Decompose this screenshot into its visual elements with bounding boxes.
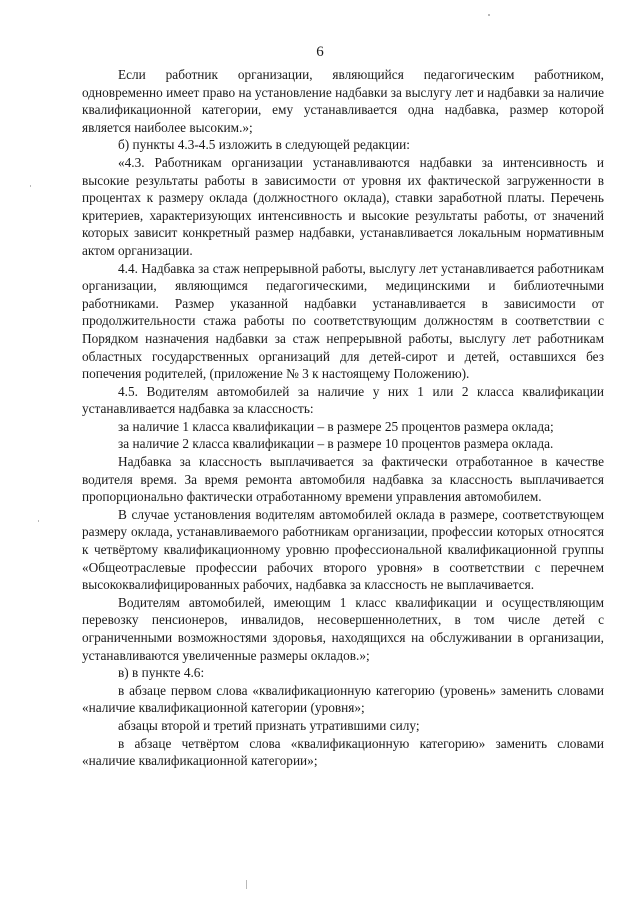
scan-speck-left xyxy=(30,185,31,187)
paragraph-fourth-abzac: в абзаце четвёртом слова «квалификационную категорию» заменить словами «наличие квалификационной категории»; xyxy=(82,735,604,769)
paragraph-4-3: «4.3. Работникам организации устанавливаются надбавки за интенсивность и высокие результаты работы в зависимости от уровня их фактической загруженности в процентах к размеру оклада (должностного оклада), ставки заработной платы. Перечень критериев, характеризующих интенсивность и высокие результаты работы, от значений которых зависит конкретный размер надбавки, устанавливается локальным нормативным актом организации. xyxy=(82,154,604,258)
paragraph-4-5: 4.5. Водителям автомобилей за наличие у них 1 или 2 класса квалификации устанавливается надбавка за классность: xyxy=(82,383,604,417)
paragraph-4-4: 4.4. Надбавка за стаж непрерывной работы, выслугу лет устанавливается работникам организации, являющимся педагогическими, медицинскими и библиотечными работниками. Размер указанной надбавки устанавливается в зависимости от продолжительности стажа работы по соответствующим должностям в соответствии с Порядком назначения надбавки за стаж непрерывной работы, выслугу лет работникам областных государственных организаций для детей-сирот и детей, оставшихся без попечения родителей, (приложение № 3 к настоящему Положению). xyxy=(82,260,604,382)
document-body xyxy=(82,66,604,770)
page-number: 6 xyxy=(316,44,324,60)
scan-tick-bottom xyxy=(246,880,247,889)
paragraph-teacher-allowance: Если работник организации, являющийся педагогическим работником, одновременно имеет право на установление надбавки за выслугу лет и надбавки за наличие квалификационной категории, ему устанавливается одна надбавка, размер которой является наиболее высоким.»; xyxy=(82,67,604,135)
paragraph-first-abzac: в абзаце первом слова «квалификационную категорию (уровень» заменить словами «наличие квалификационной категории (уровня»; xyxy=(82,682,604,716)
scan-speck-left-low xyxy=(38,520,39,522)
paragraph-drivers-increased: Водителям автомобилей, имеющим 1 класс квалификации и осуществляющим перевозку пенсионеров, инвалидов, несовершеннолетних, в том числе детей с ограниченными возможностями здоровья, находящихся на обслуживании в организации, устанавливаются увеличенные размеры окладов.»; xyxy=(82,594,604,663)
paragraph-item-b: б) пункты 4.3-4.5 изложить в следующей редакции: xyxy=(118,137,410,153)
paragraph-class-payment: Надбавка за классность выплачивается за фактически отработанное в качестве водителя время. За время ремонта автомобиля надбавка за классность выплачивается пропорционально фактически отработанному времени управления автомобилем. xyxy=(82,454,604,505)
paragraph-second-third-abzac: абзацы второй и третий признать утратившими силу; xyxy=(118,717,420,733)
scan-speck-top-right xyxy=(488,14,490,16)
paragraph-class-1: за наличие 1 класса квалификации – в размере 25 процентов размера оклада; xyxy=(118,418,554,434)
paragraph-class-2: за наличие 2 класса квалификации – в размере 10 процентов размера оклада. xyxy=(118,436,554,452)
paragraph-item-v: в) в пункте 4.6: xyxy=(118,665,205,681)
paragraph-salary-case: В случае установления водителям автомобилей оклада в размере, соответствующем размеру оклада, устанавливаемого работникам организации, профессии которых относятся к четвёртому квалификационному уровню профессиональной квалификационной группы «Общеотраслевые профессии рабочих второго уровня» в соответствии с перечнем высококвалифицированных рабочих, надбавка за классность не выплачивается. xyxy=(82,506,604,593)
